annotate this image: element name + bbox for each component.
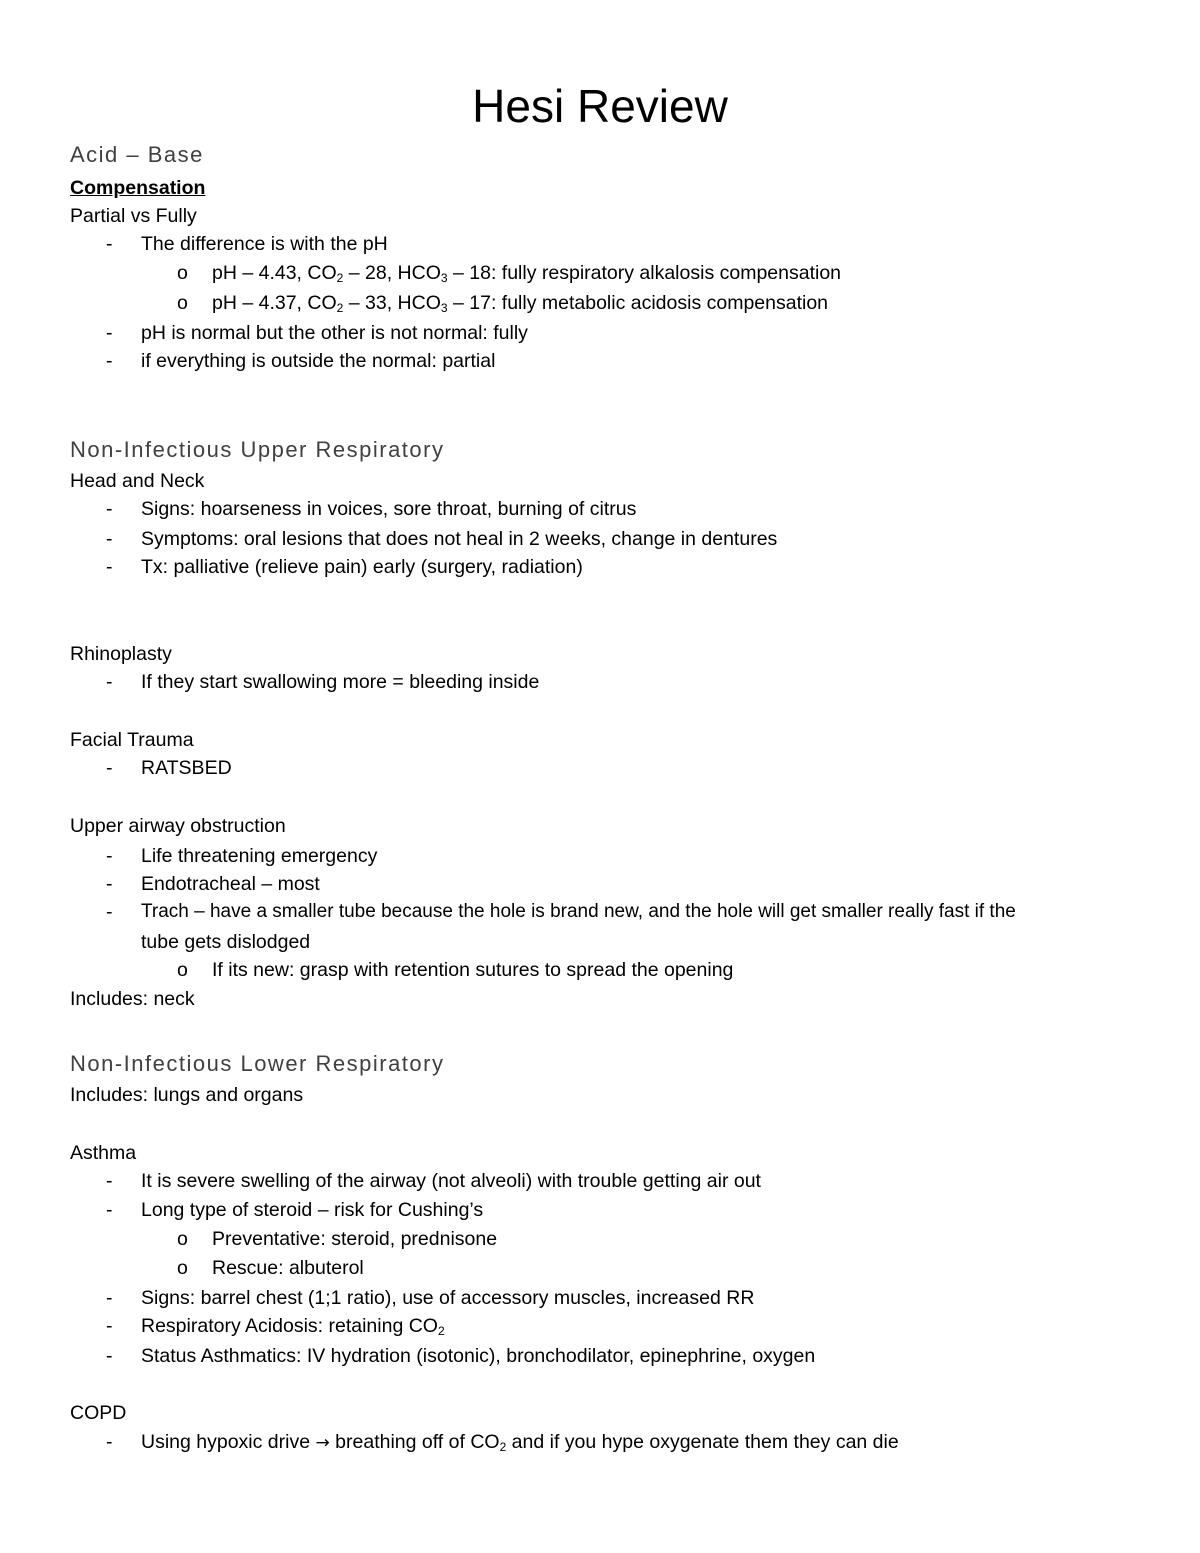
bullet-circle: o bbox=[177, 1228, 188, 1250]
bullet-dash: - bbox=[106, 873, 113, 895]
bullet-dash: - bbox=[106, 1199, 113, 1221]
subheading-head-and-neck: Head and Neck bbox=[70, 470, 205, 492]
bullet-circle: o bbox=[177, 1257, 188, 1279]
section-heading-acid-base: Acid – Base bbox=[70, 142, 204, 167]
bullet-dash: - bbox=[106, 1345, 113, 1367]
section-heading-lower-respiratory: Non-Infectious Lower Respiratory bbox=[70, 1051, 445, 1076]
list-item-preventative: Preventative: steroid, prednisone bbox=[212, 1228, 498, 1250]
list-item-status-asthmatics: Status Asthmatics: IV hydration (isotonic), bronchodilator, epinephrine, oxygen bbox=[141, 1345, 816, 1367]
bullet-dash: - bbox=[106, 1287, 113, 1309]
list-item-retention-sutures: If its new: grasp with retention sutures to spread the opening bbox=[212, 959, 734, 981]
list-item-example-1: pH – 4.43, $CO_2 - 28$, $HCO_3 - 18$: fully respiratory alkalosis compensation bbox=[212, 262, 842, 285]
list-item-outside-normal: if everything is outside the normal: partial bbox=[141, 350, 496, 372]
list-item-respiratory-acidosis: Respiratory Acidosis: retaining $CO_2$ bbox=[141, 1315, 445, 1338]
includes-lungs: Includes: lungs and organs bbox=[70, 1084, 304, 1106]
bullet-dash: - bbox=[106, 350, 113, 372]
list-item-example-2: pH – 4.37, $CO_2 - 33$, $HCO_3 - 17$: fully metabolic acidosis compensation bbox=[212, 292, 829, 315]
subheading-asthma: Asthma bbox=[70, 1142, 137, 1164]
right-arrow-icon: → bbox=[315, 1433, 330, 1453]
bullet-dash: - bbox=[106, 845, 113, 867]
subheading-upper-airway-obstruction: Upper airway obstruction bbox=[70, 815, 286, 837]
bullet-dash: - bbox=[106, 233, 113, 255]
list-item-asthma-swelling: It is severe swelling of the airway (not alveoli) with trouble getting air out bbox=[141, 1170, 761, 1192]
bullet-dash: - bbox=[106, 1170, 113, 1192]
includes-neck: Includes: neck bbox=[70, 988, 195, 1010]
subheading-partial-vs-fully: Partial vs Fully bbox=[70, 205, 197, 227]
subheading-copd: COPD bbox=[70, 1402, 127, 1424]
list-item-signs: Signs: hoarseness in voices, sore throat, burning of citrus bbox=[141, 498, 637, 520]
list-item-tx: Tx: palliative (relieve pain) early (surgery, radiation) bbox=[141, 556, 583, 578]
bullet-dash: - bbox=[106, 671, 113, 693]
bullet-dash: - bbox=[106, 757, 113, 779]
bullet-circle: o bbox=[177, 959, 188, 981]
bullet-dash: - bbox=[106, 1431, 113, 1453]
list-item-endotracheal: Endotracheal – most bbox=[141, 873, 320, 895]
bullet-dash: - bbox=[106, 1315, 113, 1337]
list-item-trach: Trach – have a smaller tube because the hole is brand new, and the hole will get smaller really fast if the bbox=[141, 901, 1016, 922]
list-item-asthma-signs: Signs: barrel chest (1;1 ratio), use of accessory muscles, increased RR bbox=[141, 1287, 755, 1309]
list-item-ratsbed: RATSBED bbox=[141, 757, 232, 779]
list-item-trach-continued: tube gets dislodged bbox=[141, 931, 311, 953]
section-heading-upper-respiratory: Non-Infectious Upper Respiratory bbox=[70, 437, 445, 462]
page-title: Hesi Review bbox=[472, 80, 728, 132]
bullet-circle: o bbox=[177, 262, 188, 284]
subheading-compensation: Compensation bbox=[70, 177, 206, 199]
bullet-dash: - bbox=[106, 322, 113, 344]
list-item-steroid: Long type of steroid – risk for Cushing’s bbox=[141, 1199, 484, 1221]
list-item-life-threatening: Life threatening emergency bbox=[141, 845, 378, 867]
bullet-dash: - bbox=[106, 528, 113, 550]
list-item-rescue: Rescue: albuterol bbox=[212, 1257, 364, 1279]
bullet-dash: - bbox=[106, 901, 113, 923]
bullet-dash: - bbox=[106, 556, 113, 578]
subheading-facial-trauma: Facial Trauma bbox=[70, 729, 194, 751]
list-item-hypoxic-drive: Using hypoxic drive → breathing off of $CO_2$ and if you hype oxygenate them they can die bbox=[141, 1431, 899, 1454]
list-item-normal-ph: pH is normal but the other is not normal: fully bbox=[141, 322, 528, 344]
subheading-rhinoplasty: Rhinoplasty bbox=[70, 643, 172, 665]
bullet-circle: o bbox=[177, 292, 188, 314]
list-item-difference: The difference is with the pH bbox=[141, 233, 388, 255]
bullet-dash: - bbox=[106, 498, 113, 520]
list-item-rhinoplasty: If they start swallowing more = bleeding inside bbox=[141, 671, 540, 693]
list-item-symptoms: Symptoms: oral lesions that does not heal in 2 weeks, change in dentures bbox=[141, 528, 778, 550]
